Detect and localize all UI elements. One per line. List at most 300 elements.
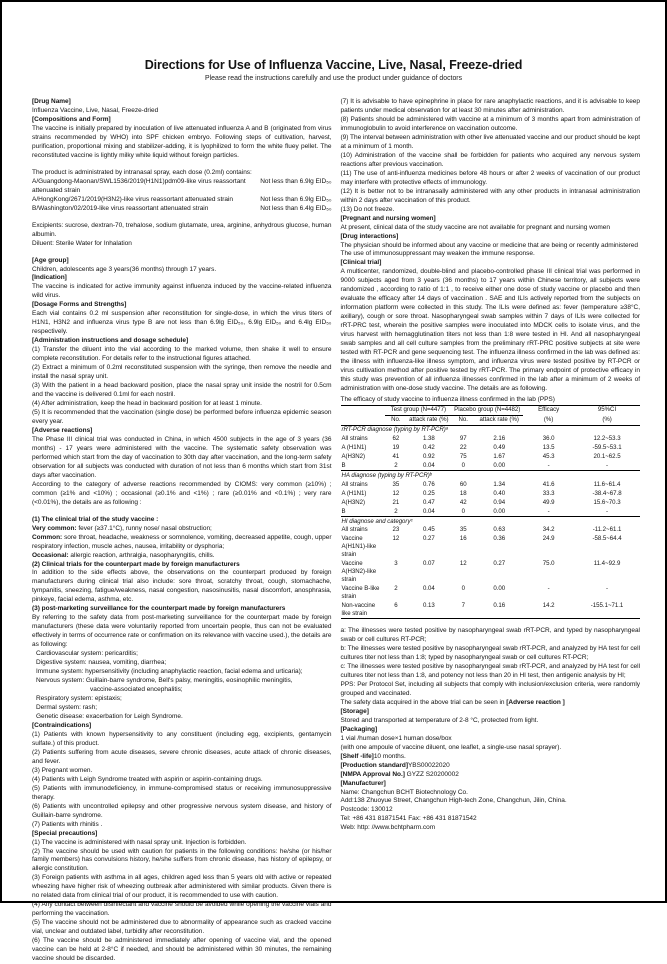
paragraph: [341, 242, 641, 251]
table-cell: -: [606, 507, 609, 515]
body-text: (10) Administration of the vaccine shall be forbidden for patients who acquired any nervous system reactions after previous vaccination.: [340, 151, 640, 168]
body-text: c: The illnesses were tested positive by nasopharyngeal swab rRT-PCR, and analyzed by HA test for cell cultures titer not less than 1:8, and potency not less than 20 in HI test, then antigenic analysis by HI;: [340, 662, 640, 679]
section-heading: [32, 722, 332, 731]
body-text: The Phase III clinical trial was conducted in China, in which 4500 subjects in the age of 3 years (36 months) - 17 years were administered with the vaccine. The systematic safety observation was performed which start from the day of vaccination to 30th day after vaccination, and the long-term safety observation for all subjects was conducted with duration of not less than 6 months which start from 31st days after vaccination.: [32, 435, 332, 479]
paragraph: [32, 767, 332, 776]
table-header-cell: [341, 415, 386, 425]
table-row: [341, 461, 641, 470]
section-heading: [32, 116, 332, 125]
paragraph: [341, 789, 641, 798]
document-subtitle: Please read the instructions carefully and use the product under guidance of doctors: [204, 75, 463, 82]
table-cell: 19: [392, 444, 400, 452]
body-text: Respiratory system: epistaxis;: [36, 695, 122, 703]
body-text: Immune system: hypersensitivity (including anaphylactic reaction, facial edema and urticaria);: [36, 668, 303, 676]
table-cell: -: [547, 507, 550, 515]
emphasis-text: Very common:: [32, 524, 77, 532]
paragraph: [32, 668, 332, 677]
table-cell: 18: [459, 489, 467, 497]
paragraph: [341, 663, 641, 681]
table-cell: -59.5~53.1: [592, 444, 622, 452]
body-text: sore throat, headache, weakness or somnolence, vomiting, decreased appetite, cough, upper respiratory infection, muscle aches, nausea, irritability or dysphoria;: [32, 533, 332, 550]
section-heading: [32, 301, 332, 310]
table-cell: 2.16: [493, 435, 506, 443]
table-cell-strain: A(H3N2): [341, 453, 366, 461]
table-cell: 14.2: [542, 601, 555, 609]
body-text: [Packaging]: [340, 725, 378, 733]
table-section-label: HA diagnose (typing by RT-PCR)ᵇ: [341, 471, 641, 480]
table-cell: 0.63: [493, 526, 506, 534]
paragraph: [32, 614, 332, 650]
section-heading: [341, 233, 641, 242]
table-row: [341, 507, 641, 516]
paragraph: [341, 762, 641, 771]
table-cell: 75.0: [542, 560, 555, 568]
table-cell: 41: [392, 453, 400, 461]
paragraph: [32, 650, 332, 659]
table-cell: 33.3: [542, 489, 555, 497]
table-cell: 0.76: [422, 480, 435, 488]
body-text: (4) After administration, keep the head in backward position for at least 1 minute.: [32, 400, 262, 408]
table-row: [341, 584, 641, 601]
paragraph: [32, 436, 332, 481]
table-cell: 0: [461, 507, 465, 515]
table-header-cell: attack rate (%): [479, 416, 519, 424]
body-text: (11) The use of anti-influenza medicines before 48 hours or after 2 weeks of vaccination of our product may interfere with protective effects of immunology.: [340, 169, 640, 186]
section-heading: [32, 561, 332, 570]
table-cell: -38.4~67.8: [592, 489, 622, 497]
table-header-cell: (%): [543, 415, 554, 423]
body-text: The vaccine is indicated for active immunity against influenza induced by the vaccine-related influenza wild virus.: [32, 283, 332, 300]
table-cell: 12: [459, 560, 467, 568]
body-text: Digestive system: nausea, vomiting, diarrhea;: [36, 659, 167, 667]
paragraph: [341, 134, 641, 152]
body-text: GYZZ S20200002: [404, 770, 459, 778]
table-row: [341, 498, 641, 507]
body-text: The vaccine is initially prepared by inoculation of live attenuated influenza A and B (originated from virus strains recommended by WHO) into SPF chicken embryo. Following steps of cultivation, harvest, purification, proportional mixing and stabilizer-adding, it is lyophilized to form the white fluey pellet. The reconstituted vaccine is lightly milky white liquid without foreign particles.: [32, 124, 332, 159]
body-text: Tel: +86 431 81871541 Fax: +86 431 81871542: [340, 815, 477, 823]
paragraph: [32, 346, 332, 364]
body-text: YBS00022020: [407, 761, 450, 769]
table-row: [341, 480, 641, 489]
paragraph: [341, 645, 641, 663]
body-text: [Age group]: [32, 256, 69, 264]
table-cell-strain: B: [341, 461, 346, 469]
paragraph: [32, 776, 332, 785]
paragraph: [32, 919, 332, 937]
table-row: [341, 444, 641, 453]
body-text: [Drug interactions]: [340, 232, 399, 240]
table-cell: 7: [461, 601, 465, 609]
body-text: vaccine-associated encephalitis;: [90, 686, 183, 694]
body-text: Name: Changchun BCHT Biotechnology Co.: [340, 788, 468, 796]
table-section-row: [341, 425, 641, 434]
table-row: [341, 435, 641, 444]
body-text: Dermal system: rash;: [36, 704, 98, 711]
table-header-cell: Efficacy: [538, 406, 560, 414]
table-cell: 24.9: [542, 535, 555, 543]
paragraph: [341, 753, 641, 762]
paragraph: [32, 310, 332, 337]
table-cell: 0.25: [422, 489, 435, 497]
body-text: (3) With the patient in a head backward position, place the nasal spray unit inside the nostril for 0.5cm and the vaccine is delivered 0.1ml for each nostril.: [32, 382, 332, 399]
emphasis-text: [NMPA Approval No.]: [340, 770, 405, 778]
paragraph: [341, 152, 641, 170]
strain-titer: Not less than 6.9lg EID₅₀: [260, 195, 332, 203]
table-cell: 41.6: [542, 480, 555, 488]
paragraph: [32, 107, 332, 116]
paragraph: [32, 382, 332, 400]
body-text: (6) The vaccine should be administered immediately after opening of vaccine vial, and the opened vaccine can be held at 2-8°C if needed, and should be administered within 30 minutes, the remaining vaccine should be discarded.: [32, 937, 332, 963]
composition-row: [32, 196, 332, 205]
paragraph: [341, 806, 641, 815]
paragraph: [32, 821, 332, 830]
table-cell-strain: A(H3N2): [341, 498, 366, 506]
body-text: [Administration instructions and dosage schedule]: [32, 337, 189, 345]
paragraph: [32, 240, 332, 249]
body-text: (5) Patients with immunodeficiency, in immune-compromised status or receiving immunosuppressive therapy.: [32, 784, 332, 801]
table-cell-strain: All strains: [341, 480, 368, 488]
table-cell: 2: [394, 507, 398, 515]
table-cell: 1.67: [493, 453, 506, 461]
body-text: (8) Patients should be administered with vaccine at a minimum of 3 months apart from administration of immunoglobulin to avoid interference on vaccination outcome.: [340, 115, 640, 132]
table-header-cell: (%): [602, 415, 612, 423]
body-text: The safety data acquired in the above trial can be seen in: [340, 698, 507, 706]
table-cell: 0.92: [422, 453, 435, 461]
body-text: A multicenter, randomized, double-blind and placebo-controlled phase III clinical trial was performed in 9000 subjects aged from 3 years (36 months) to 17 years within Chinese territory, all subjects were randomized , according to ratio of 1:1 , to receive either one dose of study vaccine or placebo and then evaluate the efficacy after 14 days of vaccination . SAE and ILIs actively reported from the subjects on information platform were collected in this study. The ILIs were defined as: fever (temperature ≥38°C, axillary), cough or sore throat. Nasopharyngeal swab samples within 7 days of ILIs were collected for rRT-PRC test, wherein the positive samples were inoculated into MDCK cells to isolate virus, and the virus harvest with hemagglutination titers not less than 1:8 were tested in HI. And all nasopharyngeal swab samples and all cell culture samples from the preliminary rRT-PRC positive subjects at site were tested with RT-PCR and gene sequencing test. The influenza illness confirmed in the lab was defined as: the illness with influenza-like illness symptom, and influenza virus were tested positive by RT-PCR or virus cultivation method after positive tested by rRT-PCR. The primary endpoint of protective efficacy in this study was prevention of all influenza illnesses confirmed in the lab after a minimum of 2 weeks of administration with one-dose study vaccine. The details are as following.: [340, 268, 640, 392]
table-header-cell: Test group (N=4477): [385, 405, 451, 415]
body-text: 10 months.: [373, 752, 406, 760]
section-heading: [341, 708, 641, 717]
body-text: Add:138 Zhuoyue Street, Changchun High-tech Zone, Changchun, Jilin, China.: [340, 797, 567, 805]
table-cell: 6: [394, 601, 398, 609]
table-cell: 0.04: [422, 461, 435, 469]
body-text: Children, adolescents age 3 years(36 months) through 17 years.: [32, 265, 217, 273]
paragraph: [32, 686, 332, 695]
body-text: The physician should be informed about any vaccine or medicine that are being or recently administered: [340, 241, 638, 249]
section-heading: [341, 726, 641, 735]
two-column-body: [2, 82, 665, 964]
body-text: (7) Patients with rhinitis .: [32, 820, 103, 828]
body-text: [Clinical trial]: [340, 259, 382, 267]
strain-name: A/Guangdong-Maonan/SWL1536/2019(H1N1)pdm09-like virus reassortant attenuated strain: [32, 177, 246, 194]
table-caption: The efficacy of study vaccine to influenza illness confirmed in the lab (PPS): [340, 395, 555, 403]
table-cell: 2: [394, 584, 398, 592]
table-cell: 0.00: [493, 461, 506, 469]
body-text: Diluent: Sterile Water for Inhalation: [32, 239, 132, 247]
strain-titer: Not less than 6.9lg EID₅₀: [260, 177, 332, 185]
body-text: b: The illnesses were tested positive by nasopharyngeal swab rRT-PCR, and analyzed by HA test for cell cultures titer not less than 1:8; typed by nasopharyngeal swab or cell cultures RT-PCR;: [340, 645, 640, 661]
body-text: (13) Do not freeze.: [340, 205, 395, 213]
body-text: [Compositions and Form]: [32, 115, 111, 123]
table-cell: 0.47: [422, 498, 435, 506]
body-text: fever (≥37.1°C), runny nose/ nasal obstruction;: [76, 524, 212, 532]
body-text: (1) Transfer the diluent into the vial according to the marked volume, then shake it well to ensure complete reconstitution. For details refer to the instructional figures attached.: [32, 346, 332, 363]
paragraph: [341, 116, 641, 134]
paragraph: [32, 901, 332, 919]
body-text: In addition to the side effects above, the observations on the counterpart produced by foreign manufacturers during clinical trial also include: sore throat, scratchy throat, cough, stomachache, tympanitis, sneezing, fatigue/weakness, nasal congestion, nasosinusitis, nasal discomfort, anosphrasia, pinkeye, facial edema, asthma, etc.: [32, 569, 332, 604]
table-row: [341, 489, 641, 498]
table-section-row: [341, 517, 641, 526]
paragraph: [32, 364, 332, 382]
table-cell: 97: [459, 435, 467, 443]
paragraph: [341, 170, 641, 188]
body-text: (9) The interval between administration with other live attenuated vaccine and our product should be kept at a minimum of 1 month.: [340, 133, 640, 150]
table-cell: 21: [392, 498, 400, 506]
emphasis-text: [Adverse reaction ]: [506, 698, 565, 706]
paragraph: [341, 771, 641, 780]
section-heading: [32, 605, 332, 614]
table-cell: 0.27: [493, 560, 506, 568]
paragraph: [341, 744, 641, 753]
body-text: [Manufacturer]: [340, 779, 386, 787]
paragraph: [32, 937, 332, 964]
paragraph: [32, 677, 332, 686]
table-section-label: HI diagnose and categoryᶜ: [341, 517, 641, 526]
paragraph: [32, 848, 332, 875]
body-text: Influenza Vaccine, Live, Nasal, Freeze-dried: [32, 106, 159, 114]
paragraph: [32, 481, 332, 508]
body-text: (with one ampoule of vaccine diluent, one leaflet, a single-use nasal sprayer).: [340, 743, 562, 751]
paragraph: [341, 815, 641, 824]
left-column: [32, 98, 332, 964]
table-cell: 49.9: [542, 498, 555, 506]
table-cell: -155.1~71.1: [590, 601, 624, 609]
table-cell: 35: [459, 526, 467, 534]
right-column: [341, 98, 641, 833]
table-cell: 0.27: [422, 535, 435, 543]
paragraph: [32, 704, 332, 713]
paragraph: [32, 266, 332, 275]
section-heading: [341, 259, 641, 268]
composition-row: [32, 178, 332, 196]
table-cell: 34.2: [542, 526, 555, 534]
table-cell: 16: [459, 535, 467, 543]
paragraph: [32, 525, 332, 534]
table-cell: 12: [392, 489, 400, 497]
body-text: (1) Patients with known hypersensitivity to any constituent (including egg, excipients, gentamycin sulfate.) of this product.: [32, 730, 332, 747]
body-text: (2) Patients suffering from acute diseases, severe chronic diseases, acute attack of chronic diseases, and fever.: [32, 748, 332, 765]
body-text: (6) Patients with uncontrolled epilepsy and other progressive nervous system disease, and history of Guillain-barre syndrome.: [32, 802, 332, 819]
table-cell: 1.38: [422, 435, 435, 443]
table-cell: 22: [459, 444, 467, 452]
body-text: [Pregnant and nursing women]: [340, 214, 436, 222]
table-cell: 2: [394, 461, 398, 469]
table-cell-strain: Vaccine B-like strain: [341, 584, 380, 600]
table-cell: 1.34: [493, 480, 506, 488]
table-cell: 0.42: [422, 444, 435, 452]
body-text: The product is administrated by intranasal spray, each dose (0.2ml) contains:: [32, 168, 252, 176]
document-title: Directions for Use of Influenza Vaccine, Live, Nasal, Freeze-dried: [144, 58, 523, 72]
table-cell: 0.13: [422, 601, 435, 609]
table-cell: 0.45: [422, 526, 435, 534]
body-text: (12) It is better not to be intranasally administered with any other products in intranasal administration within 2 days after vaccination of this product.: [340, 187, 640, 204]
table-cell: 0.00: [493, 507, 506, 515]
table-cell: -11.2~61.1: [592, 526, 622, 534]
table-row: [341, 560, 641, 585]
table-cell: 12.2~53.3: [593, 435, 621, 443]
paragraph: [32, 409, 332, 427]
table-cell: 0.94: [493, 498, 506, 506]
table-cell: 0: [461, 461, 465, 469]
table-cell: 60: [459, 480, 467, 488]
paragraph: [32, 169, 332, 178]
table-cell: 0.00: [493, 584, 506, 592]
table-cell: 0.49: [493, 444, 506, 452]
emphasis-text: [Shelf -life]: [340, 752, 374, 760]
body-text: (3) Foreign patients with asthma in all ages, children aged less than 5 years old with active or repeated wheezing have higher risk of wheezing outbreak after administered with similar products. Given there is no related data from clinical trial of our product, it is recommended to use with caution.: [32, 874, 332, 900]
table-header-cell: No.: [458, 416, 468, 424]
table-cell: 11.6~61.4: [593, 480, 621, 488]
body-text: By referring to the safety data from post-marketing surveillance for the counterpart made by foreign manufacturers (these data were voluntarily reported from uncertain people, thus can not be evaluated effectively in terms of occurrence rate or confirmation on its relevance with vaccine used.), the details are as following:: [32, 614, 332, 649]
body-text: allergic reaction, arthralgia, nasopharyngitis, chills.: [68, 551, 215, 559]
body-text: [Contraindications]: [32, 721, 92, 729]
table-row: [341, 526, 641, 535]
section-heading: [32, 427, 332, 436]
section-heading: [32, 98, 332, 107]
paragraph: [341, 268, 641, 394]
paragraph: [341, 797, 641, 806]
body-text: [Adverse reactions]: [32, 426, 93, 434]
table-cell: 11.4~92.9: [593, 560, 621, 568]
body-text: According to the category of adverse reactions recommended by CIOMS: very common (≥10%) ; common (≥1% and <10%) ; occasional (≥0.1% and <1%) ; rare (≥0.01% and <0.1%) ; very rare (<0.01%), the details are as following :: [32, 480, 332, 506]
section-heading: [32, 516, 332, 525]
table-row: [341, 453, 641, 462]
paragraph: [341, 717, 641, 726]
body-text: (2) The vaccine should be used with caution for patients in the following conditions: he/she (or his/her family members) has convulsions history, he/she suffers from chronic disease, has history of epilepsy, or allergic constitution.: [32, 847, 332, 873]
section-heading: [32, 830, 332, 839]
emphasis-text: Common:: [32, 533, 63, 541]
paragraph: [341, 98, 641, 116]
paragraph: [32, 874, 332, 901]
body-text: (1) The vaccine is administered with nasal spray unit. Injection is forbidden.: [32, 838, 247, 846]
strain-name: A/HongKong/2671/2019(H3N2)-like virus reassortant attenuated strain: [32, 195, 233, 203]
paragraph: [32, 569, 332, 605]
paragraph: [341, 224, 641, 233]
table-header-cell: [341, 405, 386, 415]
composition-row: [32, 205, 332, 214]
body-text: (2) Extract a minimum of 0.2ml reconstituted suspension with the syringe, then remove the needle and install the nasal spray unit.: [32, 364, 332, 381]
table-cell-strain: B: [341, 507, 346, 515]
paragraph: [32, 839, 332, 848]
table-header-cell: No.: [391, 416, 401, 424]
table-cell: 13.5: [542, 444, 555, 452]
table-header-cell: 95%CI: [597, 406, 617, 414]
table-section-row: [341, 471, 641, 480]
table-cell: 0.04: [422, 584, 435, 592]
body-text: Stored and transported at temperature of 2-8 °C, protected from light.: [340, 716, 539, 724]
table-header-cell: Placebo group (N=4482): [451, 405, 523, 415]
body-text: At present, clinical data of the study vaccine are not available for pregnant and nursing women: [340, 223, 610, 231]
body-text: 1 vial /human dose×1 human dose/box: [340, 734, 452, 742]
table-cell: 0.16: [493, 601, 506, 609]
table-cell: 42: [459, 498, 467, 506]
paragraph: [32, 400, 332, 409]
table-cell: 75: [459, 453, 467, 461]
paragraph: [32, 713, 332, 722]
paragraph: [341, 206, 641, 215]
paragraph: [32, 731, 332, 749]
table-section-label: rRT-PCR diagnose (typing by RT-PCR)ᵃ: [341, 425, 641, 434]
table-cell: -: [547, 461, 550, 469]
body-text: Nervous system: Guillain-barre syndrome, Bell's palsy, meningitis, eosinophilic meningitis,: [36, 677, 293, 685]
body-text: Web: http: //www.bchtpharm.com: [340, 824, 436, 832]
strain-name: B/Washington/02/2019-like virus reassortant attenuated strain: [32, 204, 209, 212]
table-cell: -: [547, 584, 550, 592]
paragraph: [32, 552, 332, 561]
section-heading: [32, 257, 332, 266]
section-heading: [32, 337, 332, 346]
table-cell: -: [606, 461, 609, 469]
table-cell: 12: [392, 535, 400, 543]
table-cell-strain: Vaccine A(H1N1)-like strain: [341, 535, 377, 559]
table-cell-strain: A (H1N1): [341, 444, 367, 452]
paragraph: [341, 627, 641, 645]
emphasis-text: [Production standard]: [340, 761, 408, 769]
body-text: [Storage]: [340, 707, 369, 715]
strain-titer: Not less than 6.4lg EID₅₀: [260, 204, 332, 212]
table-cell: 0.36: [493, 535, 506, 543]
paragraph: [32, 222, 332, 240]
table-cell: 0.04: [422, 507, 435, 515]
paragraph: [32, 749, 332, 767]
table-row: [341, 601, 641, 618]
section-heading: [32, 274, 332, 283]
table-cell: 62: [392, 435, 400, 443]
paragraph: [32, 695, 332, 704]
body-text: (5) It is recommended that the vaccination (single dose) be performed before influenza epidemic season every year.: [32, 409, 332, 425]
table-cell: 0.07: [422, 560, 435, 568]
body-text: (3) Pregnant women.: [32, 766, 93, 774]
table-cell: 0.40: [493, 489, 506, 497]
paragraph: [341, 250, 641, 259]
emphasis-text: Occasional:: [32, 551, 69, 559]
section-heading: [341, 780, 641, 789]
table-cell: 15.6~70.3: [593, 498, 621, 506]
paragraph: [341, 681, 641, 699]
body-text: [Dosage Forms and Strengths]: [32, 301, 127, 309]
table-cell-strain: Vaccine A(H3N2)-like strain: [341, 560, 377, 583]
body-text: (4) Patients with Leigh Syndrome treated with aspirin or aspirin-containing drugs.: [32, 775, 263, 783]
efficacy-table: [341, 396, 641, 619]
body-text: Each vial contains 0.2 ml suspension after reconstitution for single-dose, in which the virus titers of H1N1, H3N2 and influenza virus type B are not less than 6.9lg EID₅₀, 6.9lg EID₅₀ and 6.4lg EID₅₀ respectively.: [32, 310, 332, 336]
table-cell: -58.5~64.4: [592, 535, 622, 543]
paragraph: [32, 283, 332, 301]
table-cell: 45.3: [542, 453, 555, 461]
body-text: PPS: Per Protocol Set, including all subjects that comply with inclusion/exclusion criteria, were randomly grouped and vaccinated.: [340, 680, 640, 697]
table-row: [341, 535, 641, 560]
paragraph: [32, 803, 332, 821]
table-cell-strain: Non-vaccine like strain: [341, 601, 376, 617]
body-text: (5) The vaccine should not be administered due to abnormality of appearance such as cracked vaccine vial, unclear and outdated label, turbidity after reconstitution.: [32, 919, 332, 936]
table-cell: 23: [392, 526, 400, 534]
table-header-cell: attack rate (%): [409, 416, 449, 424]
section-heading: [341, 215, 641, 224]
paragraph: [32, 659, 332, 668]
body-text: (2) Clinical trials for the counterpart made by foreign manufacturers: [32, 560, 240, 568]
table-cell: 36.0: [542, 435, 555, 443]
table-cell: 0: [461, 584, 465, 592]
paragraph: [341, 188, 641, 206]
paragraph: [32, 534, 332, 552]
paragraph: [341, 735, 641, 744]
body-text: [Indication]: [32, 274, 67, 282]
body-text: Genetic disease: exacerbation for Leigh Syndrome.: [36, 712, 183, 720]
body-text: (7) It is advisable to have epinephrine in place for rare anaphylactic reactions, and it is advisable to keep patients under medical observation for at least 30 minutes after administration.: [340, 98, 640, 114]
body-text: The use of immunosuppressant may weaken the immune response.: [340, 250, 535, 258]
body-text: [Special precautions]: [32, 829, 98, 837]
table-cell-strain: All strains: [341, 435, 368, 443]
body-text: a: The illnesses were tested positive by nasopharyngeal swab rRT-PCR, and typed by nasopharyngeal swab or cell cultures RT-PCR;: [340, 627, 640, 644]
